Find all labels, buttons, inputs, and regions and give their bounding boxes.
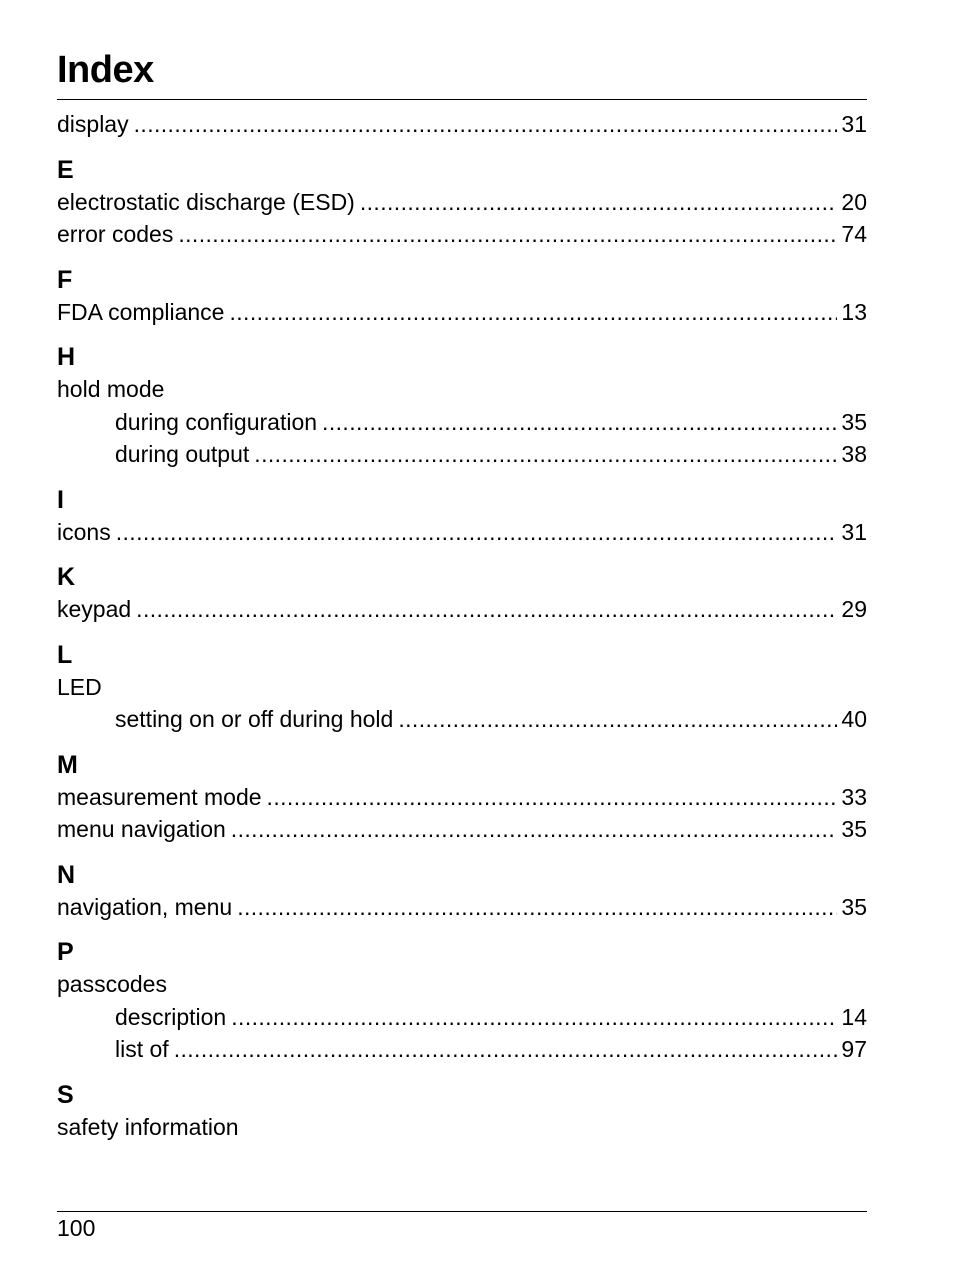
index-term: menu navigation bbox=[57, 816, 226, 842]
index-term: keypad bbox=[57, 596, 132, 622]
index-entry bbox=[57, 813, 867, 846]
dot-leader bbox=[237, 891, 837, 924]
dot-leader bbox=[254, 438, 837, 471]
index-list bbox=[57, 108, 867, 1143]
letter-heading-s: S bbox=[57, 1080, 74, 1109]
dot-leader bbox=[178, 218, 837, 251]
index-entry bbox=[57, 516, 867, 549]
dot-leader bbox=[136, 593, 837, 626]
page-number: 100 bbox=[57, 1215, 96, 1241]
page-reference: 74 bbox=[841, 221, 867, 247]
dot-leader bbox=[134, 108, 838, 141]
index-parent-term: passcodes bbox=[57, 971, 167, 997]
page-reference: 97 bbox=[841, 1036, 867, 1062]
index-term: electrostatic discharge (ESD) bbox=[57, 188, 355, 215]
page-reference: 38 bbox=[841, 441, 867, 467]
dot-leader bbox=[229, 296, 837, 329]
index-term: list of bbox=[115, 1036, 169, 1062]
index-term: FDA compliance bbox=[57, 298, 225, 325]
page-reference: 29 bbox=[841, 596, 867, 622]
page-reference: 35 bbox=[841, 816, 867, 842]
footer-rule bbox=[57, 1211, 867, 1212]
letter-heading-h: H bbox=[57, 343, 76, 371]
page-reference: 14 bbox=[841, 1003, 867, 1030]
index-subentry bbox=[57, 1001, 867, 1034]
page-reference: 40 bbox=[841, 706, 867, 732]
dot-leader bbox=[398, 703, 837, 736]
page-reference: 35 bbox=[841, 893, 867, 920]
index-term: error codes bbox=[57, 221, 174, 247]
page-reference: 20 bbox=[841, 188, 867, 215]
index-term: navigation, menu bbox=[57, 893, 233, 920]
index-subentry bbox=[57, 1033, 867, 1066]
page-reference: 33 bbox=[841, 783, 867, 810]
dot-leader bbox=[231, 813, 838, 846]
index-parent-term: LED bbox=[57, 673, 102, 700]
index-subentry bbox=[57, 438, 867, 471]
letter-heading-n: N bbox=[57, 860, 76, 889]
index-parent-term: safety information bbox=[57, 1113, 239, 1140]
page-reference: 13 bbox=[841, 298, 867, 325]
page-title: Index bbox=[57, 49, 154, 91]
letter-heading-f: F bbox=[57, 265, 73, 294]
letter-heading-k: K bbox=[57, 563, 76, 591]
page-reference: 35 bbox=[841, 408, 867, 435]
index-term: icons bbox=[57, 518, 111, 545]
letter-heading-p: P bbox=[57, 938, 74, 966]
index-term: during configuration bbox=[115, 408, 318, 435]
header-rule bbox=[57, 99, 867, 100]
letter-heading-i: I bbox=[57, 485, 64, 514]
dot-leader bbox=[116, 516, 838, 549]
page-reference: 31 bbox=[841, 518, 867, 545]
index-term: during output bbox=[115, 441, 250, 467]
page-reference: 31 bbox=[841, 111, 867, 137]
index-subentry bbox=[57, 406, 867, 439]
dot-leader bbox=[267, 781, 838, 814]
index-term: measurement mode bbox=[57, 783, 262, 810]
dot-leader bbox=[360, 186, 838, 219]
index-entry bbox=[57, 891, 867, 924]
index-entry bbox=[57, 593, 867, 626]
index-term: description bbox=[115, 1003, 227, 1030]
letter-heading-e: E bbox=[57, 155, 74, 184]
dot-leader bbox=[322, 406, 837, 439]
letter-heading-m: M bbox=[57, 750, 78, 779]
index-subentry bbox=[57, 703, 867, 736]
index-term: display bbox=[57, 111, 129, 137]
dot-leader bbox=[174, 1033, 838, 1066]
index-entry bbox=[57, 186, 867, 219]
index-entry bbox=[57, 218, 867, 251]
index-term: setting on or off during hold bbox=[115, 706, 394, 732]
index-parent-term: hold mode bbox=[57, 376, 165, 402]
letter-heading-l: L bbox=[57, 640, 73, 669]
index-entry bbox=[57, 296, 867, 329]
dot-leader bbox=[231, 1001, 837, 1034]
index-entry bbox=[57, 781, 867, 814]
index-entry bbox=[57, 108, 867, 141]
